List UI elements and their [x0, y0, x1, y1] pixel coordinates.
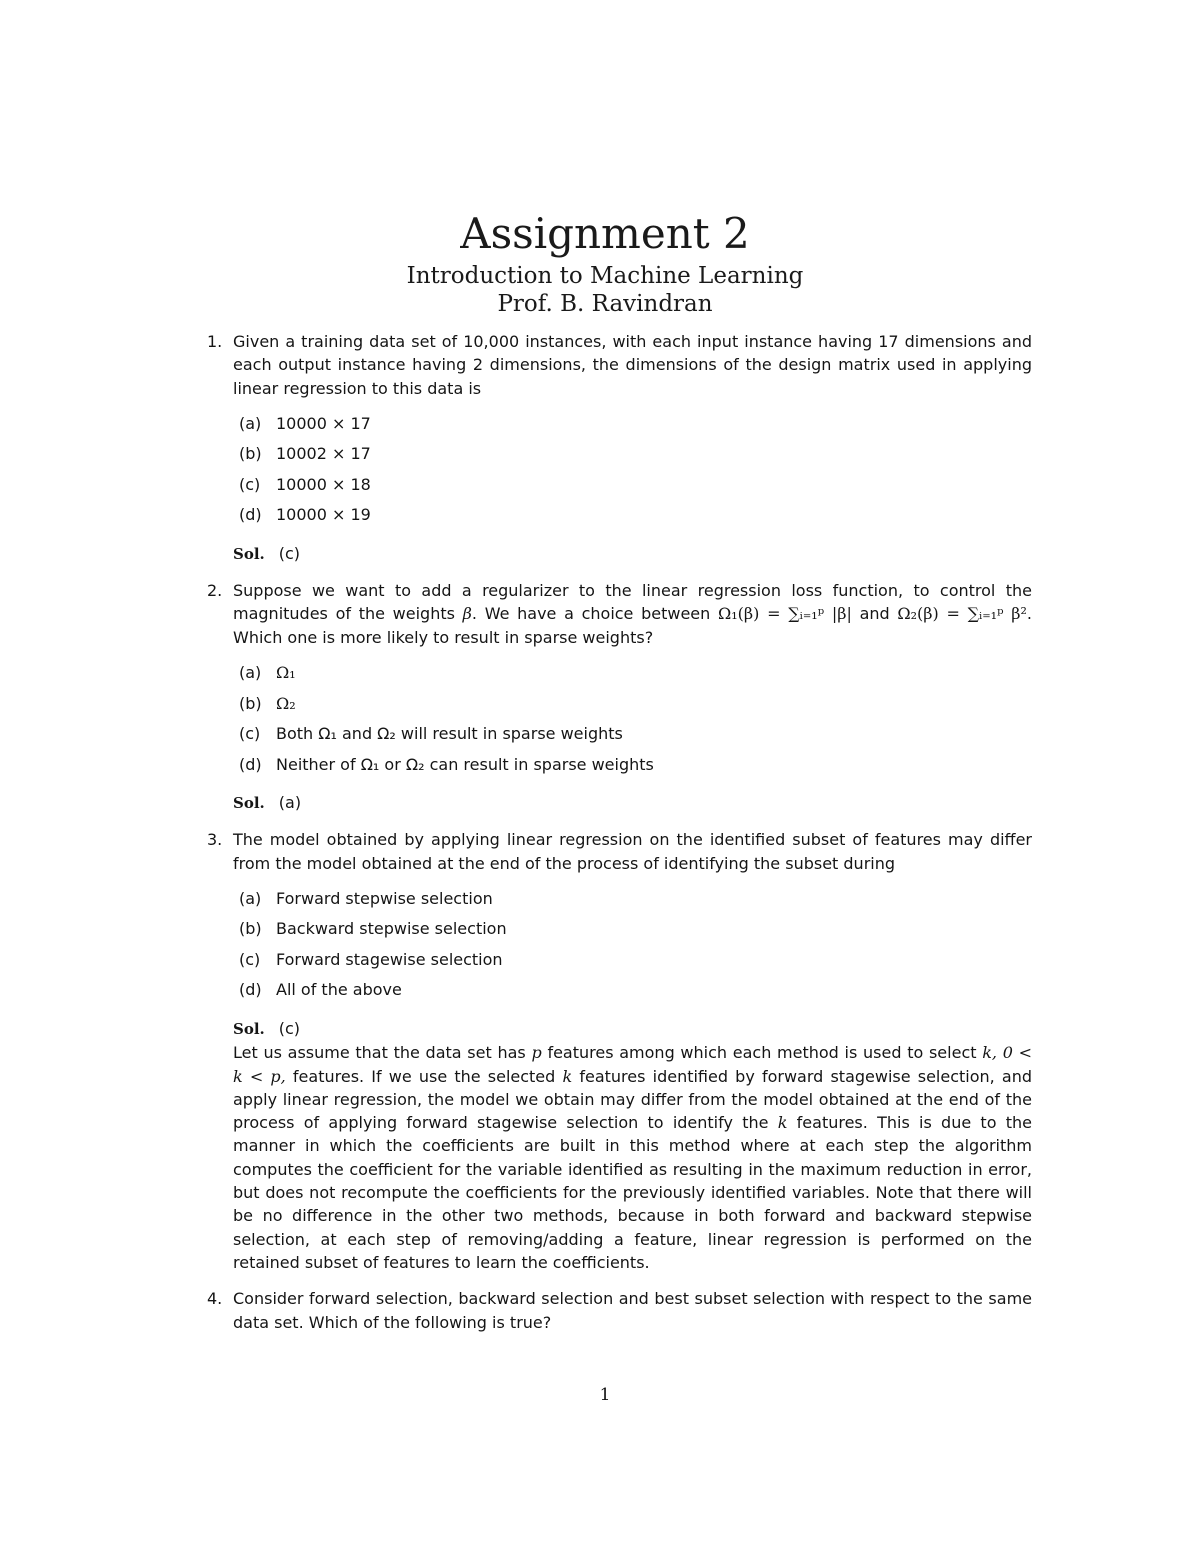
option-label: (a) — [239, 413, 262, 433]
solution — [233, 1017, 1032, 1041]
solution-explanation — [233, 1041, 1032, 1274]
question-text: The model obtained by applying linear regression on the identified subset of features may differ from the model obtained at the end of the process of identifying the subset during — [233, 830, 1032, 873]
variable-p: p — [531, 1043, 542, 1063]
explanation-text: features among which each method is used to select — [547, 1043, 977, 1063]
question-text: Given a training data set of 10,000 instances, with each input instance having 17 dimensions and each output instance having 2 dimensions, the dimensions of the design matrix used in applying linear regression to this data is — [233, 332, 1032, 398]
option-b — [233, 442, 1032, 473]
course-name: Introduction to Machine Learning — [406, 263, 804, 289]
option-d — [233, 978, 1032, 1009]
option-text: Both Ω₁ and Ω₂ will result in sparse weights — [276, 724, 623, 744]
question-text — [233, 579, 1032, 649]
option-label: (d) — [239, 505, 262, 525]
variable-k: k — [777, 1113, 788, 1133]
question-number: 1. — [207, 332, 223, 351]
question-1 — [200, 330, 1032, 566]
omega1-definition: Ω₁(β) = ∑ᵢ₌₁ᵖ |β| — [718, 604, 852, 624]
option-c — [233, 948, 1032, 979]
options-list — [233, 412, 1032, 534]
option-text: 10000 × 17 — [276, 413, 371, 433]
option-d — [233, 503, 1032, 534]
variable-k-range: k, 0 < k < p, — [233, 1043, 1033, 1086]
explanation-text: Let us assume that the data set has — [233, 1043, 526, 1063]
question-2 — [200, 579, 1032, 815]
and-word: and — [859, 604, 890, 624]
option-text: Forward stepwise selection — [276, 888, 493, 908]
solution-answer: (a) — [278, 793, 302, 813]
option-text: All of the above — [276, 980, 402, 1000]
option-text: 10002 × 17 — [276, 444, 371, 464]
solution-answer: (c) — [278, 543, 301, 563]
questions-list — [200, 330, 1032, 1347]
instructor-name: Prof. B. Ravindran — [497, 291, 713, 317]
page-number: 1 — [599, 1385, 611, 1405]
question-number: 3. — [207, 830, 223, 850]
beta-symbol: β — [462, 604, 472, 624]
question-text-start: Suppose we want to add a regularizer to the linear regression loss function, to control the magnitudes of the weights — [233, 581, 1032, 624]
option-label: (c) — [239, 724, 261, 744]
option-text: Forward stagewise selection — [276, 949, 503, 969]
solution-label: Sol. — [233, 1019, 265, 1038]
option-label: (b) — [239, 444, 262, 464]
option-label: (b) — [239, 693, 262, 713]
option-c — [233, 722, 1032, 753]
omega2-definition: Ω₂(β) = ∑ᵢ₌₁ᵖ β² — [897, 604, 1027, 624]
explanation-text: features. This is due to the manner in which the coefficients are built in this method where at each step the algorithm computes the coefficient for the variable identified as resulting in the maximum reduction in error, but does not recompute the coefficients for the previously identified variables. Note that there will be no difference in the other two methods, because in both forward and backward stepwise selection, at each step of removing/adding a feature, linear regression is performed on the retained subset of features to learn the coefficients. — [233, 1113, 1032, 1272]
option-label: (a) — [239, 888, 262, 908]
option-label: (c) — [239, 474, 261, 494]
solution-label: Sol. — [233, 544, 265, 563]
question-3 — [200, 828, 1032, 1274]
option-text: 10000 × 18 — [276, 474, 371, 494]
solution-label: Sol. — [233, 794, 265, 813]
explanation-text: features. If we use the selected — [292, 1066, 556, 1086]
option-d — [233, 753, 1032, 784]
option-text: Neither of Ω₁ or Ω₂ can result in sparse weights — [276, 754, 654, 774]
question-text: Consider forward selection, backward selection and best subset selection with respect to the same data set. Which of the following is true? — [233, 1289, 1032, 1332]
explanation-text: features identified by forward stagewise selection, and apply linear regression, the model we obtain may differ from the model obtained at the end of the process of applying forward stagewise selection to identify the — [233, 1066, 1032, 1133]
option-b — [233, 917, 1032, 948]
question-number: 4. — [207, 1289, 223, 1309]
question-text-end: . Which one is more likely to result in sparse weights? — [233, 604, 1032, 647]
option-label: (c) — [239, 949, 261, 969]
option-label: (d) — [239, 754, 262, 774]
option-text: 10000 × 19 — [276, 505, 371, 525]
document-title: Assignment 2 — [460, 209, 750, 258]
question-number: 2. — [207, 581, 223, 601]
solution-answer: (c) — [278, 1018, 301, 1038]
option-text: Backward stepwise selection — [276, 919, 507, 939]
options-list — [233, 887, 1032, 1009]
option-a — [233, 412, 1032, 443]
solution — [233, 542, 1032, 566]
solution — [233, 791, 1032, 815]
option-label: (b) — [239, 919, 262, 939]
options-list — [233, 661, 1032, 783]
option-c — [233, 473, 1032, 504]
variable-k: k — [562, 1066, 573, 1086]
option-a — [233, 887, 1032, 918]
option-label: (d) — [239, 980, 262, 1000]
option-text: Ω₁ — [276, 663, 296, 683]
option-text: Ω₂ — [276, 693, 296, 713]
question-text-choice: . We have a choice between — [471, 604, 711, 624]
option-label: (a) — [239, 663, 262, 683]
option-b — [233, 692, 1032, 723]
question-4 — [200, 1287, 1032, 1334]
option-a — [233, 661, 1032, 692]
title-block — [0, 206, 1200, 318]
